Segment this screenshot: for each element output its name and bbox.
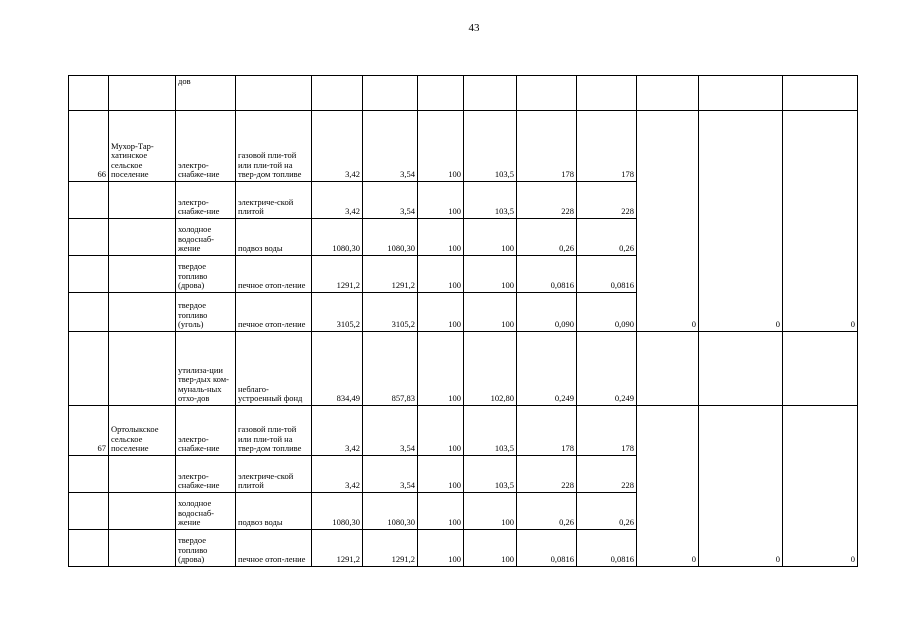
value-cell: 100 [418, 111, 464, 182]
type-cell: печное отоп-ление [236, 530, 312, 567]
service-cell: холодное водоснаб-жение [176, 219, 236, 256]
value-cell: 1080,30 [363, 219, 418, 256]
type-cell: печное отоп-ление [236, 256, 312, 293]
value-cell: 1291,2 [312, 530, 363, 567]
value-cell: 3,54 [363, 111, 418, 182]
value-cell: 1080,30 [312, 493, 363, 530]
summary-cell: 0 [699, 111, 783, 332]
value-cell: 3,42 [312, 406, 363, 456]
value-cell: 3105,2 [363, 293, 418, 332]
value-cell: 100 [464, 256, 517, 293]
value-cell: 1291,2 [363, 256, 418, 293]
value-cell: 228 [517, 456, 577, 493]
value-cell: 1080,30 [312, 219, 363, 256]
value-cell: 0,249 [577, 332, 637, 406]
service-cell: твердое топливо (дрова) [176, 256, 236, 293]
row-number: 66 [69, 111, 109, 182]
type-cell: газовой пли-той или пли-той на твер-дом топливе [236, 406, 312, 456]
value-cell: 0,26 [517, 493, 577, 530]
value-cell: 228 [517, 182, 577, 219]
service-cell: электро-снабже-ние [176, 406, 236, 456]
tariff-table [68, 75, 858, 567]
service-cell: утилиза-ции твер-дых ком-муналь-ных отхо-дов [176, 332, 236, 406]
value-cell: 228 [577, 182, 637, 219]
value-cell: 3105,2 [312, 293, 363, 332]
value-cell: 1291,2 [363, 530, 418, 567]
value-cell: 0,0816 [517, 530, 577, 567]
service-cell: электро-снабже-ние [176, 111, 236, 182]
value-cell: 3,54 [363, 406, 418, 456]
value-cell: 100 [418, 182, 464, 219]
settlement-name: Ортолыкское сельское поселение [109, 406, 176, 456]
value-cell: 834,49 [312, 332, 363, 406]
value-cell: 100 [418, 293, 464, 332]
value-cell: 100 [418, 456, 464, 493]
service-cell: электро-снабже-ние [176, 456, 236, 493]
type-cell: неблаго-устроенный фонд [236, 332, 312, 406]
value-cell: 103,5 [464, 406, 517, 456]
value-cell: 103,5 [464, 111, 517, 182]
summary-cell: 0 [783, 406, 858, 567]
service-cell: дов [176, 76, 236, 111]
value-cell: 100 [418, 332, 464, 406]
service-cell: твердое топливо (дрова) [176, 530, 236, 567]
table-row [69, 111, 858, 182]
value-cell: 0,26 [517, 219, 577, 256]
value-cell: 100 [418, 256, 464, 293]
summary-cell: 0 [637, 111, 699, 332]
value-cell: 1080,30 [363, 493, 418, 530]
summary-cell: 0 [637, 406, 699, 567]
value-cell: 178 [517, 111, 577, 182]
value-cell: 100 [418, 530, 464, 567]
value-cell: 100 [418, 406, 464, 456]
value-cell: 100 [464, 493, 517, 530]
value-cell: 100 [418, 219, 464, 256]
value-cell: 100 [418, 493, 464, 530]
value-cell: 100 [464, 530, 517, 567]
type-cell: печное отоп-ление [236, 293, 312, 332]
value-cell: 100 [464, 219, 517, 256]
service-cell: холодное водоснаб-жение [176, 493, 236, 530]
value-cell: 103,5 [464, 456, 517, 493]
type-cell: подвоз воды [236, 219, 312, 256]
page-number: 43 [468, 22, 480, 34]
value-cell: 103,5 [464, 182, 517, 219]
summary-cell: 0 [699, 406, 783, 567]
value-cell: 100 [464, 293, 517, 332]
value-cell: 178 [577, 111, 637, 182]
value-cell: 3,54 [363, 456, 418, 493]
table-row [69, 332, 858, 406]
type-cell: подвоз воды [236, 493, 312, 530]
table-row [69, 406, 858, 456]
value-cell: 178 [517, 406, 577, 456]
value-cell: 3,54 [363, 182, 418, 219]
type-cell: газовой пли-той или пли-той на твер-дом топливе [236, 111, 312, 182]
value-cell: 0,0816 [577, 530, 637, 567]
value-cell: 0,0816 [577, 256, 637, 293]
summary-cell: 0 [783, 111, 858, 332]
service-cell: электро-снабже-ние [176, 182, 236, 219]
settlement-name: Мухор-Тар-хатинское сельское поселение [109, 111, 176, 182]
value-cell: 0,090 [517, 293, 577, 332]
value-cell: 3,42 [312, 456, 363, 493]
row-number: 67 [69, 406, 109, 456]
service-cell: твердое топливо (уголь) [176, 293, 236, 332]
value-cell: 3,42 [312, 182, 363, 219]
value-cell: 0,249 [517, 332, 577, 406]
value-cell: 102,80 [464, 332, 517, 406]
table-row [69, 76, 858, 111]
value-cell: 228 [577, 456, 637, 493]
value-cell: 1291,2 [312, 256, 363, 293]
value-cell: 0,26 [577, 493, 637, 530]
type-cell: электриче-ской плитой [236, 182, 312, 219]
value-cell: 0,090 [577, 293, 637, 332]
value-cell: 857,83 [363, 332, 418, 406]
value-cell: 0,26 [577, 219, 637, 256]
type-cell: электриче-ской плитой [236, 456, 312, 493]
value-cell: 178 [577, 406, 637, 456]
value-cell: 0,0816 [517, 256, 577, 293]
value-cell: 3,42 [312, 111, 363, 182]
